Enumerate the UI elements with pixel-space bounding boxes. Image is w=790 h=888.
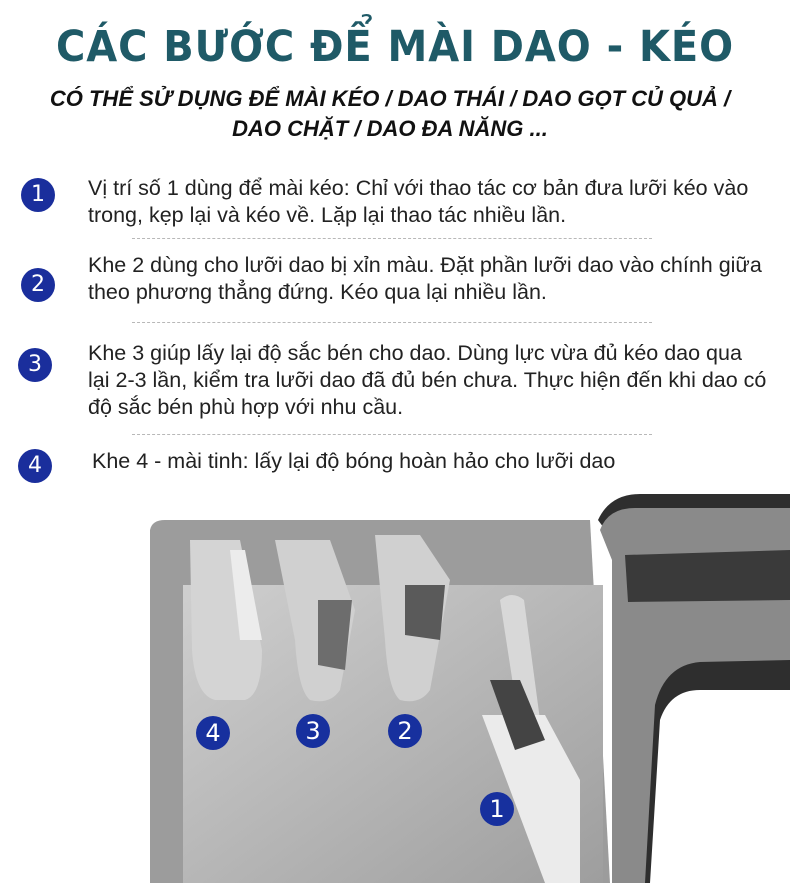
step-number-badge: 2 — [21, 268, 55, 302]
step-number-badge: 1 — [21, 178, 55, 212]
step-text: Vị trí số 1 dùng để mài kéo: Chỉ với thao tác cơ bản đưa lưỡi kéo vào trong, kẹp lại và kéo về. Lặp lại thao tác nhiều lần. — [88, 176, 749, 227]
step-text: Khe 3 giúp lấy lại độ sắc bén cho dao. Dùng lực vừa đủ kéo dao qua lại 2-3 lần, kiểm tra lưỡi dao đã đủ bén chưa. Thực hiện đến khi dao có độ sắc bén phù hợp với nhu cầu. — [88, 341, 767, 419]
knife-sharpener-illustration — [0, 490, 790, 883]
divider — [132, 238, 652, 239]
slot-badge: 1 — [480, 792, 514, 826]
step-number-badge: 4 — [18, 449, 52, 483]
step-text: Khe 4 - mài tinh: lấy lại độ bóng hoàn hảo cho lưỡi dao — [92, 449, 616, 473]
slot-badge: 4 — [196, 716, 230, 750]
slot-badge: 2 — [388, 714, 422, 748]
sharpener-drawing — [0, 490, 790, 883]
step-number-badge: 3 — [18, 348, 52, 382]
step-text: Khe 2 dùng cho lưỡi dao bị xỉn màu. Đặt phần lưỡi dao vào chính giữa theo phương thẳng đứng. Kéo qua lại nhiều lần. — [88, 253, 762, 304]
page-subtitle: CÓ THỂ SỬ DỤNG ĐỂ MÀI KÉO / DAO THÁI / DAO GỌT CỦ QUẢ / DAO CHẶT / DAO ĐA NĂNG ... — [49, 86, 731, 141]
divider — [132, 322, 652, 323]
slot-badge: 3 — [296, 714, 330, 748]
page-title: CÁC BƯỚC ĐỂ MÀI DAO - KÉO — [55, 22, 735, 72]
divider — [132, 434, 652, 435]
